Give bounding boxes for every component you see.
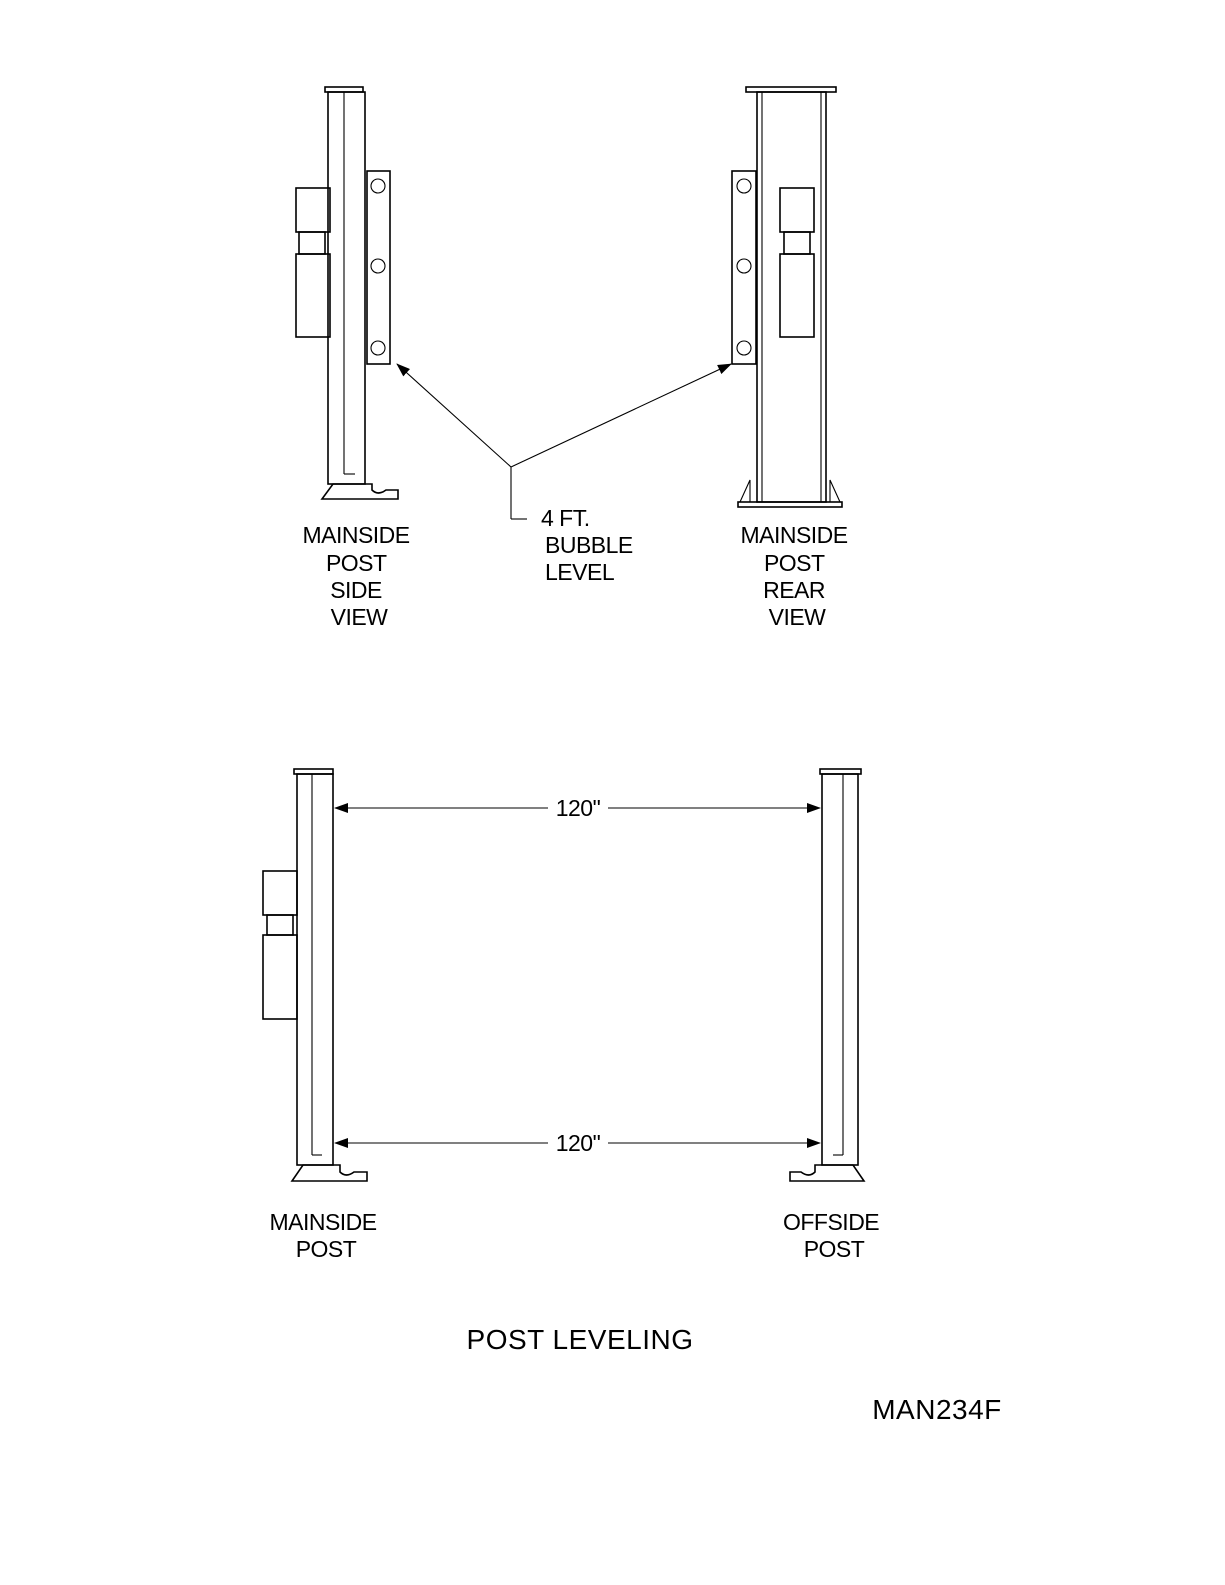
- cylinder-rear: [780, 188, 814, 337]
- mainside-rear-label-line3: REAR: [763, 577, 826, 603]
- bubble-level-label-line2: BUBBLE: [545, 532, 633, 558]
- mainside-post-side-view: [296, 87, 398, 499]
- mainside-rear-label-line1: MAINSIDE: [740, 522, 848, 548]
- bubble-level-label-line1: 4 FT.: [541, 505, 590, 531]
- bottom-mainside-label: [269, 1209, 382, 1262]
- mainside-side-label-line4: VIEW: [330, 604, 388, 630]
- cylinder-bottom: [263, 871, 297, 1019]
- bottom-mainside-label-line2: POST: [295, 1236, 357, 1262]
- bottom-mainside-label-line1: MAINSIDE: [269, 1209, 377, 1235]
- level-leader-lines: [397, 364, 731, 519]
- cylinder-side: [296, 188, 330, 337]
- bubble-level-side: [367, 171, 390, 364]
- drawing-title: POST LEVELING: [466, 1324, 694, 1355]
- bottom-offside-label-line2: POST: [803, 1236, 865, 1262]
- bottom-offside-label: [783, 1209, 885, 1262]
- dimension-top: [335, 795, 820, 821]
- mainside-rear-label-line2: POST: [763, 550, 825, 576]
- bubble-level-rear: [732, 171, 756, 364]
- mainside-rear-label-line4: VIEW: [768, 604, 826, 630]
- mainside-side-label-line1: MAINSIDE: [302, 522, 410, 548]
- bubble-level-label: [541, 505, 639, 585]
- mainside-side-label-line3: SIDE: [330, 577, 382, 603]
- dimension-top-label: 120": [555, 795, 601, 821]
- bottom-offside-post: [790, 769, 864, 1181]
- mainside-rear-label: [740, 522, 853, 630]
- mainside-side-label: [302, 522, 415, 630]
- bottom-mainside-post: [263, 769, 367, 1181]
- mainside-side-label-line2: POST: [325, 550, 387, 576]
- dimension-bottom-label: 120": [555, 1130, 601, 1156]
- bottom-offside-label-line1: OFFSIDE: [782, 1209, 880, 1235]
- drawing-number: MAN234F: [872, 1394, 1002, 1425]
- mainside-post-rear-view: [732, 87, 842, 507]
- bubble-level-label-line3: LEVEL: [545, 559, 615, 585]
- dimension-bottom: [335, 1130, 820, 1156]
